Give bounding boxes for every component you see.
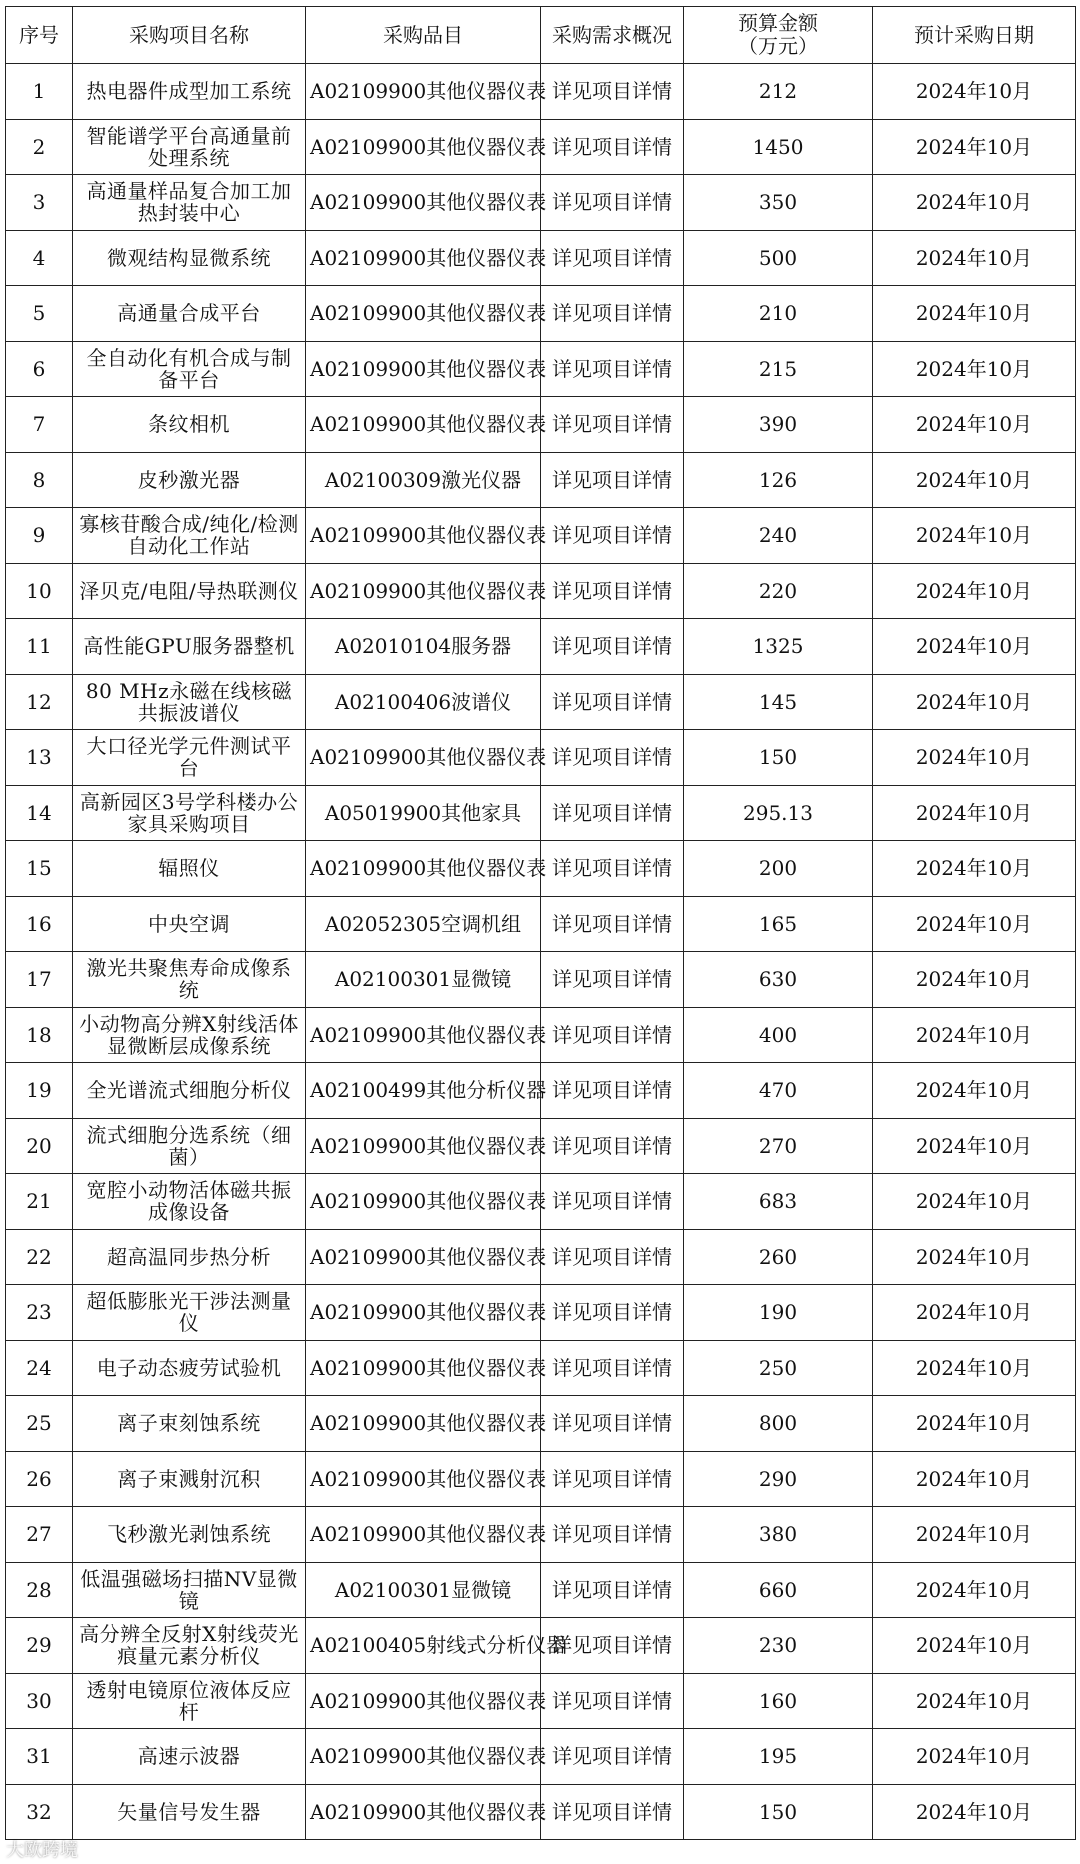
cell-budget: 210	[684, 286, 873, 342]
cell-date: 2024年10月	[873, 1340, 1076, 1396]
cell-budget: 240	[684, 508, 873, 564]
table-row	[6, 952, 1076, 1008]
table-row	[6, 1507, 1076, 1563]
cell-category: A02109900其他仪器仪表	[306, 397, 541, 453]
cell-budget: 660	[684, 1562, 873, 1618]
table-row	[6, 730, 1076, 786]
cell-budget: 400	[684, 1007, 873, 1063]
cell-demand-summary[interactable]: 详见项目详情	[541, 230, 684, 286]
cell-budget: 145	[684, 674, 873, 730]
table-row	[6, 286, 1076, 342]
cell-demand-summary[interactable]: 详见项目详情	[541, 1673, 684, 1729]
cell-budget: 195	[684, 1729, 873, 1785]
cell-date: 2024年10月	[873, 230, 1076, 286]
cell-index: 24	[6, 1340, 73, 1396]
cell-demand-summary[interactable]: 详见项目详情	[541, 1618, 684, 1674]
table-row	[6, 1340, 1076, 1396]
cell-category: A02109900其他仪器仪表	[306, 286, 541, 342]
cell-date: 2024年10月	[873, 508, 1076, 564]
cell-demand-summary[interactable]: 详见项目详情	[541, 1285, 684, 1341]
cell-demand-summary[interactable]: 详见项目详情	[541, 1340, 684, 1396]
table-row	[6, 64, 1076, 120]
cell-project-name: 高速示波器	[73, 1729, 306, 1785]
header-index: 序号	[6, 7, 73, 64]
cell-budget: 290	[684, 1451, 873, 1507]
table-row	[6, 341, 1076, 397]
cell-project-name: 小动物高分辨X射线活体显微断层成像系统	[73, 1007, 306, 1063]
cell-budget: 165	[684, 896, 873, 952]
cell-budget: 220	[684, 563, 873, 619]
table-body	[6, 64, 1076, 1840]
cell-index: 7	[6, 397, 73, 453]
cell-budget: 230	[684, 1618, 873, 1674]
cell-project-name: 热电器件成型加工系统	[73, 64, 306, 120]
table-row	[6, 1673, 1076, 1729]
cell-demand-summary[interactable]: 详见项目详情	[541, 1507, 684, 1563]
cell-category: A02100405射线式分析仪器	[306, 1618, 541, 1674]
table-row	[6, 1118, 1076, 1174]
cell-index: 6	[6, 341, 73, 397]
cell-budget: 212	[684, 64, 873, 120]
cell-budget: 350	[684, 175, 873, 231]
cell-budget: 683	[684, 1174, 873, 1230]
cell-category: A02010104服务器	[306, 619, 541, 675]
cell-index: 23	[6, 1285, 73, 1341]
cell-date: 2024年10月	[873, 119, 1076, 175]
table-row	[6, 119, 1076, 175]
cell-index: 16	[6, 896, 73, 952]
cell-demand-summary[interactable]: 详见项目详情	[541, 508, 684, 564]
header-date: 预计采购日期	[873, 7, 1076, 64]
cell-category: A02109900其他仪器仪表	[306, 1784, 541, 1840]
cell-date: 2024年10月	[873, 1063, 1076, 1119]
cell-category: A02109900其他仪器仪表	[306, 1340, 541, 1396]
cell-demand-summary[interactable]: 详见项目详情	[541, 119, 684, 175]
cell-date: 2024年10月	[873, 1784, 1076, 1840]
cell-index: 21	[6, 1174, 73, 1230]
cell-date: 2024年10月	[873, 619, 1076, 675]
cell-date: 2024年10月	[873, 952, 1076, 1008]
cell-demand-summary[interactable]: 详见项目详情	[541, 1784, 684, 1840]
cell-index: 11	[6, 619, 73, 675]
cell-index: 13	[6, 730, 73, 786]
cell-date: 2024年10月	[873, 1118, 1076, 1174]
cell-category: A02109900其他仪器仪表	[306, 1174, 541, 1230]
cell-date: 2024年10月	[873, 730, 1076, 786]
cell-demand-summary[interactable]: 详见项目详情	[541, 1451, 684, 1507]
cell-date: 2024年10月	[873, 64, 1076, 120]
cell-index: 26	[6, 1451, 73, 1507]
table-row	[6, 1063, 1076, 1119]
table-row	[6, 785, 1076, 841]
cell-category: A02100309激光仪器	[306, 452, 541, 508]
cell-category: A02100406波谱仪	[306, 674, 541, 730]
cell-demand-summary[interactable]: 详见项目详情	[541, 952, 684, 1008]
cell-index: 30	[6, 1673, 73, 1729]
cell-category: A02109900其他仪器仪表	[306, 64, 541, 120]
table-row	[6, 1451, 1076, 1507]
table-row	[6, 508, 1076, 564]
cell-demand-summary[interactable]: 详见项目详情	[541, 674, 684, 730]
cell-project-name: 全光谱流式细胞分析仪	[73, 1063, 306, 1119]
cell-index: 4	[6, 230, 73, 286]
cell-category: A02109900其他仪器仪表	[306, 1285, 541, 1341]
cell-project-name: 低温强磁场扫描NV显微镜	[73, 1562, 306, 1618]
cell-demand-summary[interactable]: 详见项目详情	[541, 1007, 684, 1063]
cell-category: A02109900其他仪器仪表	[306, 1729, 541, 1785]
cell-index: 17	[6, 952, 73, 1008]
cell-project-name: 高通量合成平台	[73, 286, 306, 342]
cell-index: 20	[6, 1118, 73, 1174]
cell-index: 10	[6, 563, 73, 619]
table-row	[6, 230, 1076, 286]
cell-date: 2024年10月	[873, 341, 1076, 397]
cell-project-name: 高通量样品复合加工加热封装中心	[73, 175, 306, 231]
cell-demand-summary[interactable]: 详见项目详情	[541, 397, 684, 453]
cell-index: 25	[6, 1396, 73, 1452]
cell-date: 2024年10月	[873, 175, 1076, 231]
cell-index: 29	[6, 1618, 73, 1674]
cell-budget: 800	[684, 1396, 873, 1452]
cell-date: 2024年10月	[873, 1507, 1076, 1563]
cell-date: 2024年10月	[873, 1729, 1076, 1785]
cell-date: 2024年10月	[873, 397, 1076, 453]
cell-index: 5	[6, 286, 73, 342]
cell-index: 28	[6, 1562, 73, 1618]
cell-project-name: 高分辨全反射X射线荧光痕量元素分析仪	[73, 1618, 306, 1674]
cell-date: 2024年10月	[873, 1007, 1076, 1063]
cell-index: 31	[6, 1729, 73, 1785]
cell-demand-summary[interactable]: 详见项目详情	[541, 841, 684, 897]
cell-project-name: 飞秒激光剥蚀系统	[73, 1507, 306, 1563]
cell-date: 2024年10月	[873, 1673, 1076, 1729]
cell-index: 8	[6, 452, 73, 508]
cell-budget: 200	[684, 841, 873, 897]
cell-project-name: 矢量信号发生器	[73, 1784, 306, 1840]
cell-budget: 295.13	[684, 785, 873, 841]
cell-project-name: 超低膨胀光干涉法测量仪	[73, 1285, 306, 1341]
table-row	[6, 841, 1076, 897]
table-row	[6, 1174, 1076, 1230]
table-row	[6, 1285, 1076, 1341]
cell-date: 2024年10月	[873, 563, 1076, 619]
table-row	[6, 175, 1076, 231]
cell-category: A05019900其他家具	[306, 785, 541, 841]
cell-date: 2024年10月	[873, 1229, 1076, 1285]
cell-demand-summary[interactable]: 详见项目详情	[541, 1562, 684, 1618]
header-project-name: 采购项目名称	[73, 7, 306, 64]
cell-budget: 1450	[684, 119, 873, 175]
table-row	[6, 1729, 1076, 1785]
cell-index: 32	[6, 1784, 73, 1840]
cell-category: A02109900其他仪器仪表	[306, 563, 541, 619]
table-row	[6, 619, 1076, 675]
table-row	[6, 674, 1076, 730]
cell-date: 2024年10月	[873, 1174, 1076, 1230]
cell-budget: 250	[684, 1340, 873, 1396]
header-row	[6, 7, 1076, 64]
cell-index: 27	[6, 1507, 73, 1563]
cell-category: A02109900其他仪器仪表	[306, 175, 541, 231]
cell-budget: 150	[684, 1784, 873, 1840]
cell-demand-summary[interactable]: 详见项目详情	[541, 730, 684, 786]
table-row	[6, 563, 1076, 619]
cell-date: 2024年10月	[873, 841, 1076, 897]
cell-budget: 390	[684, 397, 873, 453]
cell-date: 2024年10月	[873, 896, 1076, 952]
cell-category: A02109900其他仪器仪表	[306, 1396, 541, 1452]
cell-category: A02100301显微镜	[306, 952, 541, 1008]
cell-date: 2024年10月	[873, 1562, 1076, 1618]
cell-category: A02109900其他仪器仪表	[306, 230, 541, 286]
procurement-sheet	[5, 6, 1075, 1840]
cell-category: A02109900其他仪器仪表	[306, 1673, 541, 1729]
cell-demand-summary[interactable]: 详见项目详情	[541, 452, 684, 508]
cell-budget: 150	[684, 730, 873, 786]
cell-demand-summary[interactable]: 详见项目详情	[541, 785, 684, 841]
watermark-logo: 大欧跨境	[6, 1840, 78, 1861]
header-category: 采购品目	[306, 7, 541, 64]
cell-budget: 190	[684, 1285, 873, 1341]
procurement-table	[5, 6, 1076, 1840]
table-row	[6, 452, 1076, 508]
cell-project-name: 高性能GPU服务器整机	[73, 619, 306, 675]
table-row	[6, 1562, 1076, 1618]
cell-category: A02109900其他仪器仪表	[306, 341, 541, 397]
cell-project-name: 皮秒激光器	[73, 452, 306, 508]
table-row	[6, 1229, 1076, 1285]
cell-project-name: 宽腔小动物活体磁共振成像设备	[73, 1174, 306, 1230]
table-row	[6, 397, 1076, 453]
cell-category: A02109900其他仪器仪表	[306, 841, 541, 897]
cell-project-name: 高新园区3号学科楼办公家具采购项目	[73, 785, 306, 841]
cell-project-name: 透射电镜原位液体反应杆	[73, 1673, 306, 1729]
cell-project-name: 流式细胞分选系统（细菌）	[73, 1118, 306, 1174]
header-budget: 预算金额 （万元）	[684, 7, 873, 64]
cell-index: 19	[6, 1063, 73, 1119]
cell-demand-summary[interactable]: 详见项目详情	[541, 896, 684, 952]
cell-index: 3	[6, 175, 73, 231]
cell-demand-summary[interactable]: 详见项目详情	[541, 64, 684, 120]
cell-category: A02109900其他仪器仪表	[306, 1451, 541, 1507]
cell-project-name: 大口径光学元件测试平台	[73, 730, 306, 786]
cell-index: 1	[6, 64, 73, 120]
table-row	[6, 1784, 1076, 1840]
cell-index: 15	[6, 841, 73, 897]
cell-date: 2024年10月	[873, 1396, 1076, 1452]
cell-demand-summary[interactable]: 详见项目详情	[541, 563, 684, 619]
table-row	[6, 1618, 1076, 1674]
cell-demand-summary[interactable]: 详见项目详情	[541, 1729, 684, 1785]
cell-budget: 126	[684, 452, 873, 508]
table-row	[6, 896, 1076, 952]
cell-project-name: 智能谱学平台高通量前处理系统	[73, 119, 306, 175]
cell-demand-summary[interactable]: 详见项目详情	[541, 175, 684, 231]
cell-category: A02109900其他仪器仪表	[306, 1007, 541, 1063]
cell-date: 2024年10月	[873, 1618, 1076, 1674]
cell-project-name: 电子动态疲劳试验机	[73, 1340, 306, 1396]
cell-category: A02100301显微镜	[306, 1562, 541, 1618]
cell-project-name: 激光共聚焦寿命成像系统	[73, 952, 306, 1008]
cell-index: 9	[6, 508, 73, 564]
cell-demand-summary[interactable]: 详见项目详情	[541, 1118, 684, 1174]
cell-category: A02109900其他仪器仪表	[306, 730, 541, 786]
cell-date: 2024年10月	[873, 785, 1076, 841]
cell-budget: 215	[684, 341, 873, 397]
cell-date: 2024年10月	[873, 1285, 1076, 1341]
cell-category: A02109900其他仪器仪表	[306, 1229, 541, 1285]
header-demand-summary: 采购需求概况	[541, 7, 684, 64]
cell-budget: 500	[684, 230, 873, 286]
table-header	[6, 7, 1076, 64]
cell-date: 2024年10月	[873, 674, 1076, 730]
cell-demand-summary[interactable]: 详见项目详情	[541, 1063, 684, 1119]
cell-demand-summary[interactable]: 详见项目详情	[541, 1174, 684, 1230]
cell-project-name: 离子束刻蚀系统	[73, 1396, 306, 1452]
cell-date: 2024年10月	[873, 452, 1076, 508]
cell-index: 18	[6, 1007, 73, 1063]
cell-index: 22	[6, 1229, 73, 1285]
cell-date: 2024年10月	[873, 286, 1076, 342]
cell-demand-summary[interactable]: 详见项目详情	[541, 1229, 684, 1285]
cell-demand-summary[interactable]: 详见项目详情	[541, 341, 684, 397]
cell-project-name: 超高温同步热分析	[73, 1229, 306, 1285]
cell-budget: 380	[684, 1507, 873, 1563]
cell-index: 12	[6, 674, 73, 730]
cell-project-name: 辐照仪	[73, 841, 306, 897]
cell-budget: 260	[684, 1229, 873, 1285]
cell-category: A02100499其他分析仪器	[306, 1063, 541, 1119]
cell-project-name: 全自动化有机合成与制备平台	[73, 341, 306, 397]
cell-category: A02109900其他仪器仪表	[306, 1507, 541, 1563]
cell-project-name: 80 MHz永磁在线核磁共振波谱仪	[73, 674, 306, 730]
cell-index: 14	[6, 785, 73, 841]
cell-budget: 160	[684, 1673, 873, 1729]
cell-demand-summary[interactable]: 详见项目详情	[541, 286, 684, 342]
cell-project-name: 泽贝克/电阻/导热联测仪	[73, 563, 306, 619]
cell-demand-summary[interactable]: 详见项目详情	[541, 1396, 684, 1452]
cell-project-name: 微观结构显微系统	[73, 230, 306, 286]
cell-project-name: 中央空调	[73, 896, 306, 952]
cell-project-name: 离子束溅射沉积	[73, 1451, 306, 1507]
cell-budget: 270	[684, 1118, 873, 1174]
cell-project-name: 寡核苷酸合成/纯化/检测自动化工作站	[73, 508, 306, 564]
cell-demand-summary[interactable]: 详见项目详情	[541, 619, 684, 675]
cell-budget: 470	[684, 1063, 873, 1119]
cell-date: 2024年10月	[873, 1451, 1076, 1507]
cell-budget: 1325	[684, 619, 873, 675]
cell-category: A02109900其他仪器仪表	[306, 1118, 541, 1174]
cell-budget: 630	[684, 952, 873, 1008]
table-row	[6, 1007, 1076, 1063]
cell-category: A02109900其他仪器仪表	[306, 119, 541, 175]
cell-category: A02109900其他仪器仪表	[306, 508, 541, 564]
cell-index: 2	[6, 119, 73, 175]
cell-category: A02052305空调机组	[306, 896, 541, 952]
table-row	[6, 1396, 1076, 1452]
cell-project-name: 条纹相机	[73, 397, 306, 453]
